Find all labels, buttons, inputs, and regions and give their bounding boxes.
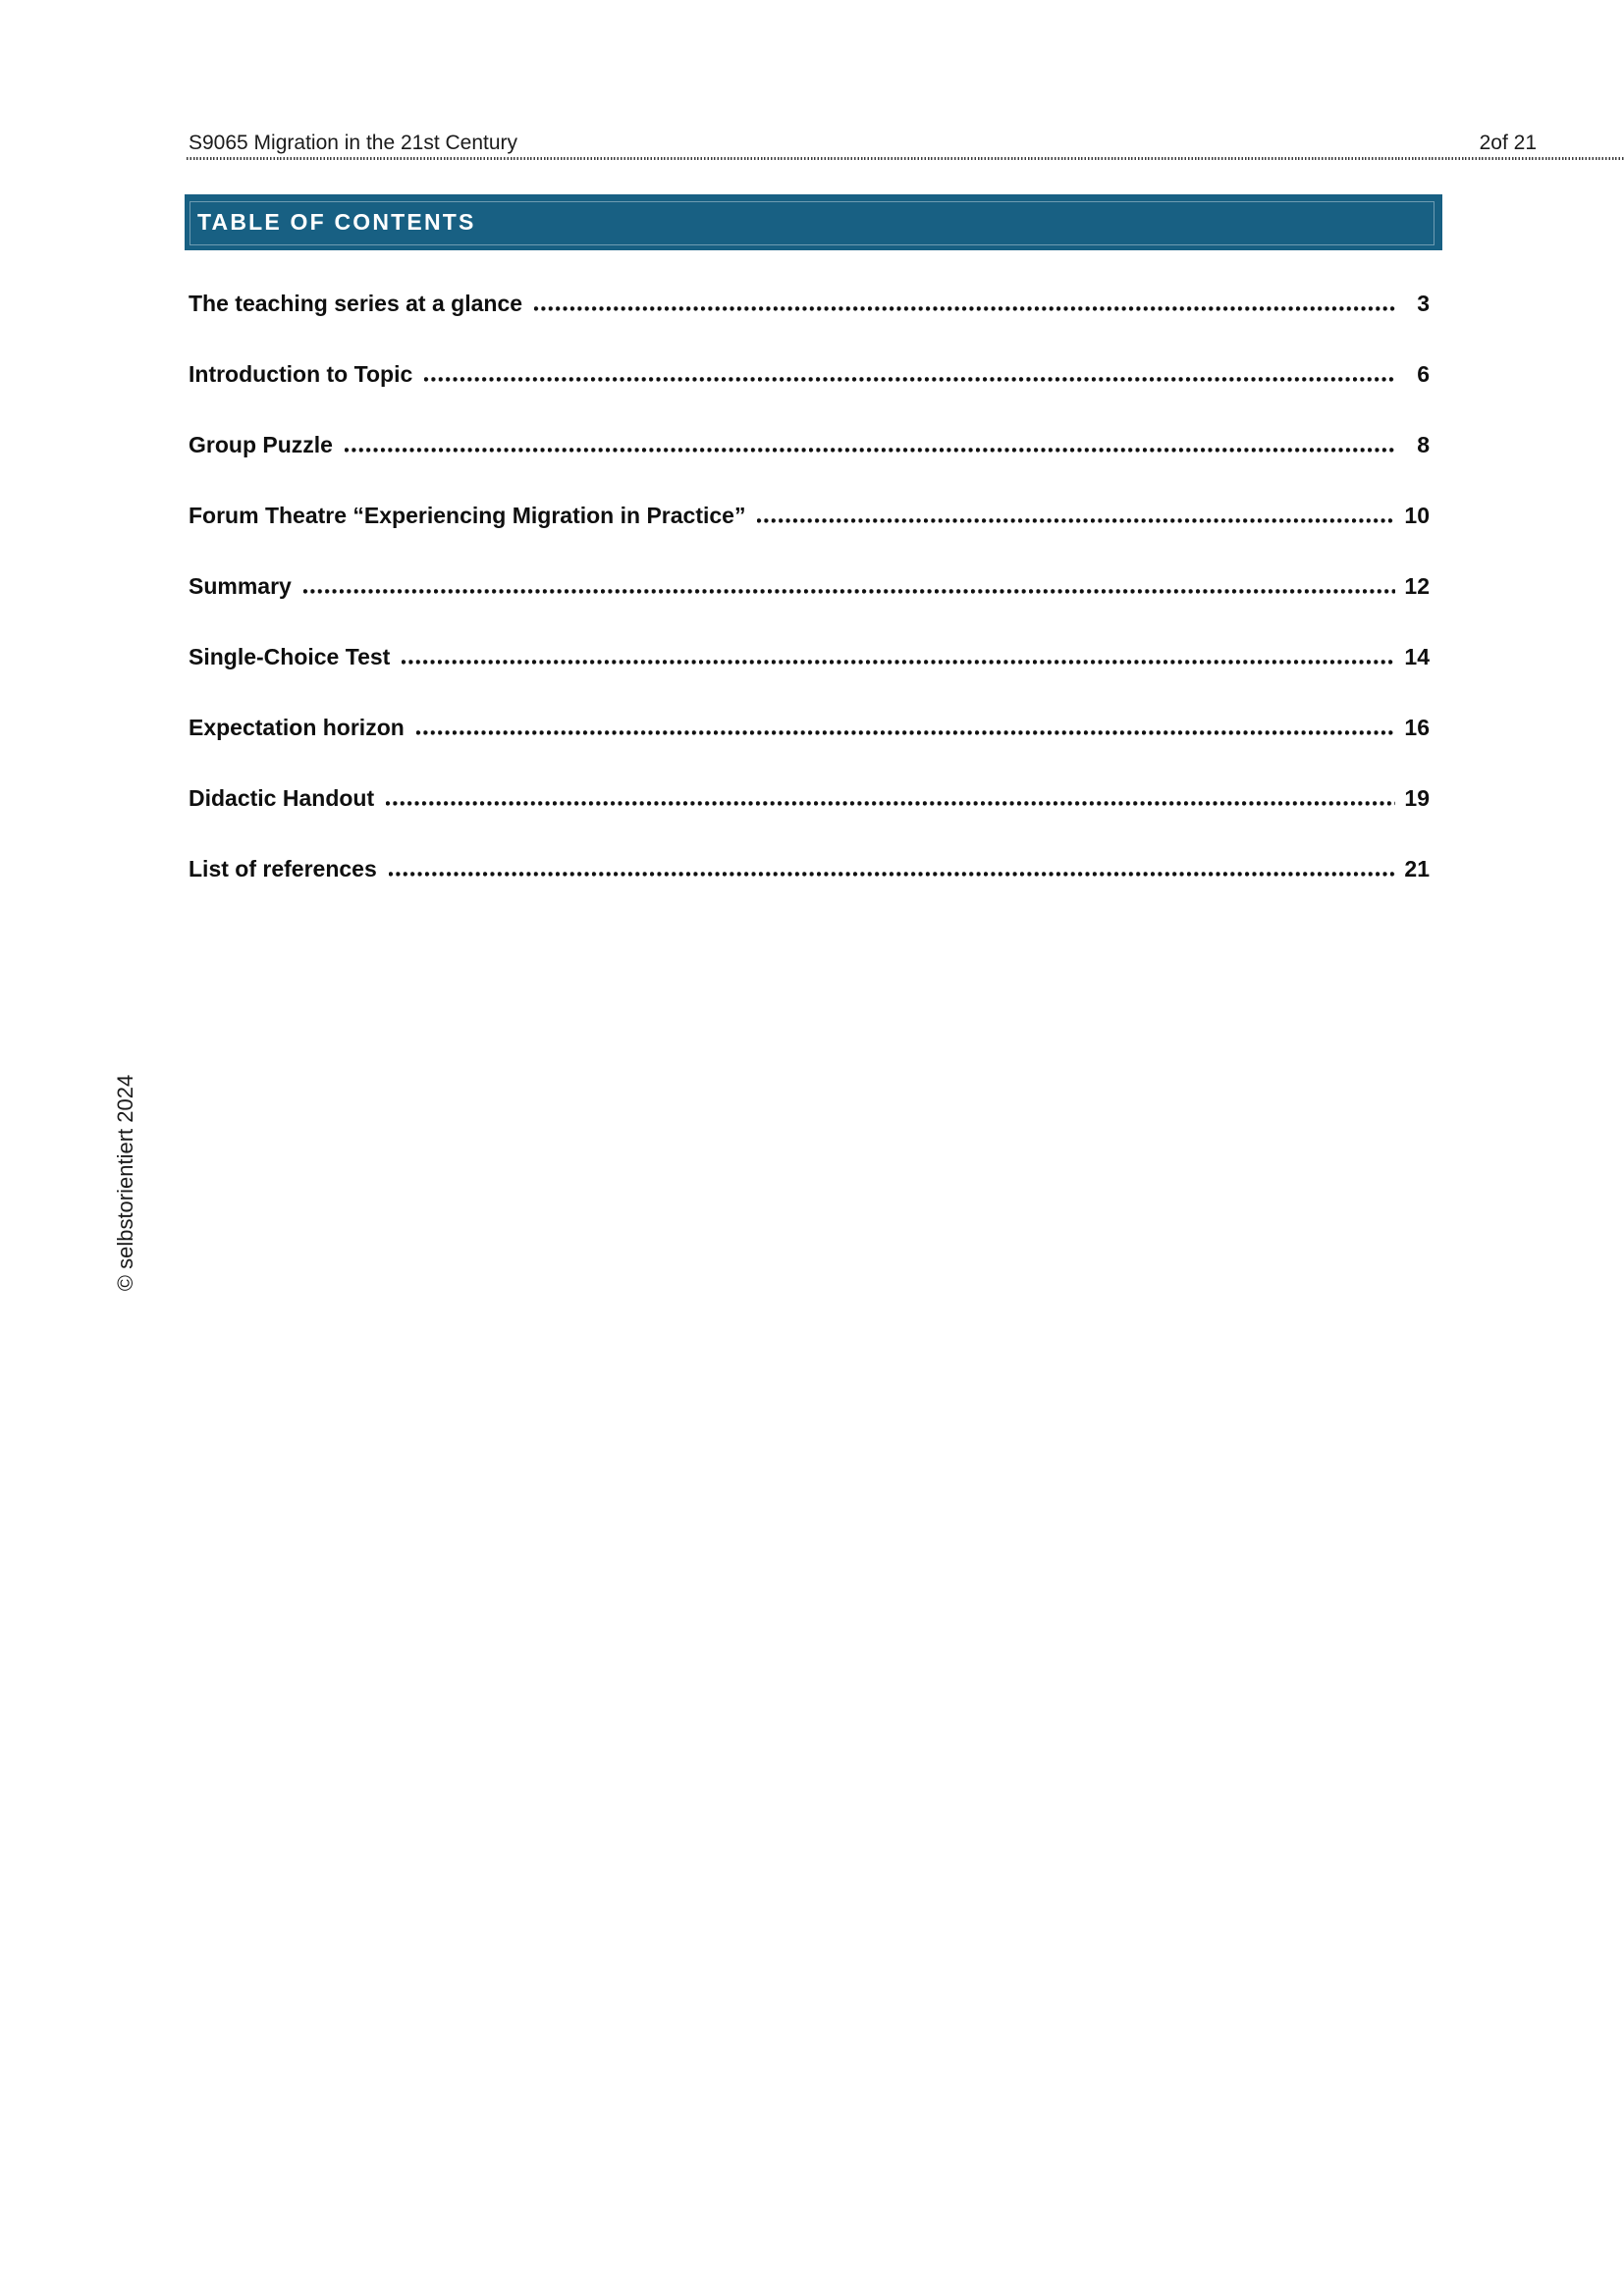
toc-entry-label: Group Puzzle (189, 432, 333, 457)
toc-leader-dots (757, 518, 1395, 523)
header-document-title: S9065 Migration in the 21st Century (189, 132, 518, 154)
toc-entry (189, 501, 1430, 531)
toc-leader-dots (386, 801, 1395, 806)
toc-entry-page: 12 (1404, 573, 1430, 599)
toc-entry-label: List of references (189, 856, 377, 881)
toc-entry-label: Expectation horizon (189, 715, 405, 740)
toc-entry-page: 10 (1404, 503, 1430, 528)
header-dotted-rule (187, 157, 1624, 160)
toc-leader-dots (303, 589, 1395, 594)
toc-leader-dots (416, 730, 1395, 735)
toc-entry-label: Forum Theatre “Experiencing Migration in Practice” (189, 503, 746, 528)
toc-entry (189, 642, 1430, 672)
toc-entry (189, 571, 1430, 602)
toc-entry-label: The teaching series at a glance (189, 291, 523, 316)
toc-entry-label: Summary (189, 573, 292, 599)
header-page-number: 2of 21 (1479, 132, 1537, 154)
toc-entry-label: Didactic Handout (189, 785, 375, 811)
toc-leader-dots (389, 872, 1395, 877)
toc-entry (189, 713, 1430, 743)
toc-entry-label: Introduction to Topic (189, 361, 413, 387)
toc-leader-dots (424, 377, 1395, 382)
toc-entry (189, 783, 1430, 814)
toc-entry (189, 289, 1430, 319)
toc-leader-dots (402, 660, 1395, 665)
copyright-vertical-text: © selbstorientiert 2024 (113, 1074, 137, 1292)
toc-entry (189, 430, 1430, 460)
toc-entry (189, 359, 1430, 390)
toc-entry-page: 21 (1404, 856, 1430, 881)
toc-entry-label: Single-Choice Test (189, 644, 391, 669)
toc-entry-page: 3 (1417, 291, 1430, 316)
toc-title: TABLE OF CONTENTS (197, 209, 476, 235)
toc-list (189, 289, 1430, 925)
toc-entry (189, 854, 1430, 884)
toc-leader-dots (534, 306, 1395, 311)
toc-entry-page: 14 (1404, 644, 1430, 669)
toc-leader-dots (345, 448, 1395, 453)
toc-entry-page: 6 (1417, 361, 1430, 387)
toc-title-bar (185, 194, 1442, 250)
toc-entry-page: 19 (1404, 785, 1430, 811)
toc-entry-page: 16 (1404, 715, 1430, 740)
toc-entry-page: 8 (1417, 432, 1430, 457)
